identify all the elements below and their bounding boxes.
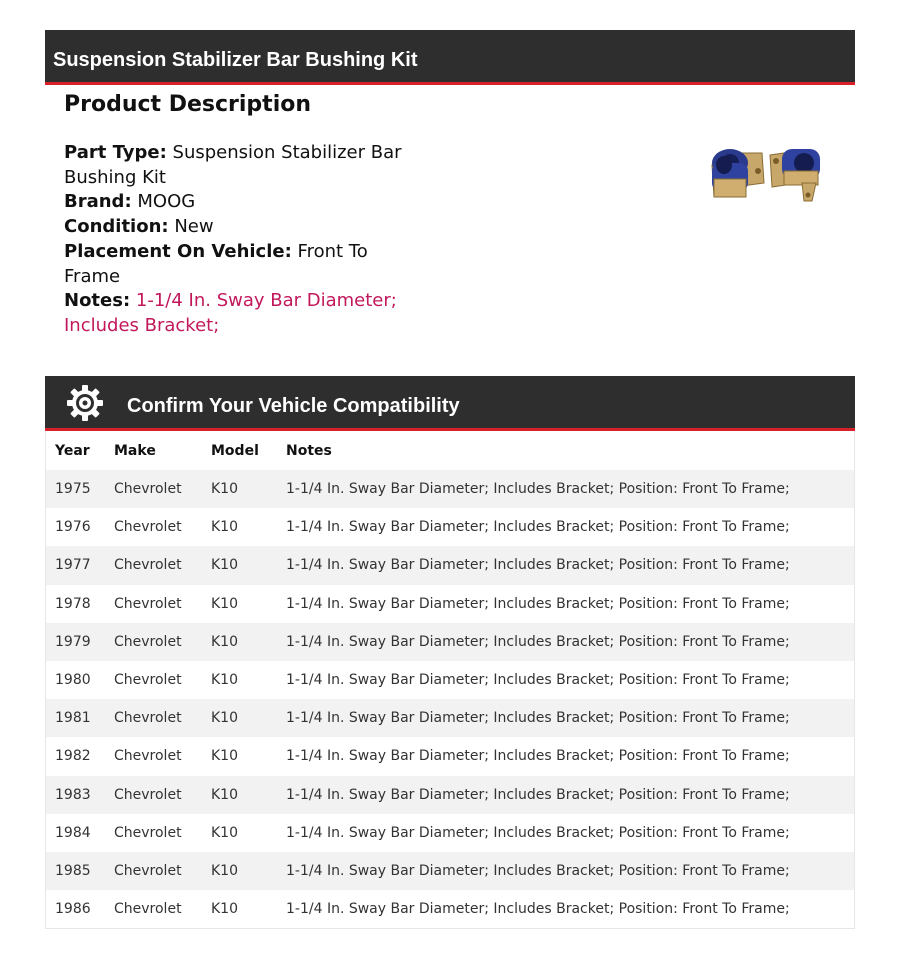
cell-year: 1978 [55,595,91,612]
cell-notes: 1-1/4 In. Sway Bar Diameter; Includes Bracket; Position: Front To Frame; [286,557,790,574]
column-header-model: Model [211,442,259,459]
cell-make: Chevrolet [114,672,182,689]
compatibility-title: Confirm Your Vehicle Compatibility [127,395,460,417]
description-heading: Product Description [64,92,312,117]
cell-year: 1975 [55,481,91,498]
table-row [46,470,854,508]
cell-model: K10 [211,633,238,650]
cell-model: K10 [211,710,238,727]
cell-year: 1986 [55,901,91,918]
cell-model: K10 [211,748,238,765]
cell-notes: 1-1/4 In. Sway Bar Diameter; Includes Bracket; Position: Front To Frame; [286,901,790,918]
table-row [46,890,854,928]
cell-year: 1983 [55,786,91,803]
cell-notes: 1-1/4 In. Sway Bar Diameter; Includes Bracket; Position: Front To Frame; [286,748,790,765]
cell-year: 1982 [55,748,91,765]
table-row [46,661,854,699]
table-row [46,585,854,623]
table-row [46,737,854,775]
cell-notes: 1-1/4 In. Sway Bar Diameter; Includes Bracket; Position: Front To Frame; [286,481,790,498]
cell-model: K10 [211,519,238,536]
cell-year: 1977 [55,557,91,574]
cell-model: K10 [211,862,238,879]
cell-model: K10 [211,824,238,841]
spec-label: Part Type: [64,142,167,163]
cell-make: Chevrolet [114,519,182,536]
cell-make: Chevrolet [114,557,182,574]
cell-model: K10 [211,786,238,803]
cell-make: Chevrolet [114,824,182,841]
table-row [46,623,854,661]
cell-model: K10 [211,557,238,574]
cell-year: 1979 [55,633,91,650]
cell-make: Chevrolet [114,862,182,879]
spec-value: Suspension Stabilizer Bar Bushing Kit [64,142,402,188]
cell-model: K10 [211,595,238,612]
cell-make: Chevrolet [114,786,182,803]
column-header-make: Make [114,442,156,459]
cell-notes: 1-1/4 In. Sway Bar Diameter; Includes Bracket; Position: Front To Frame; [286,672,790,689]
table-row [46,852,854,890]
notes-label: Notes: [64,290,131,312]
table-row [46,699,854,737]
table-row [46,814,854,852]
cell-notes: 1-1/4 In. Sway Bar Diameter; Includes Bracket; Position: Front To Frame; [286,786,790,803]
table-header-row [46,431,854,470]
table-row [46,776,854,814]
column-header-year: Year [55,442,90,459]
cell-make: Chevrolet [114,595,182,612]
cell-year: 1980 [55,672,91,689]
cell-model: K10 [211,481,238,498]
cell-year: 1981 [55,710,91,727]
cell-notes: 1-1/4 In. Sway Bar Diameter; Includes Bracket; Position: Front To Frame; [286,862,790,879]
cell-year: 1976 [55,519,91,536]
cell-notes: 1-1/4 In. Sway Bar Diameter; Includes Bracket; Position: Front To Frame; [286,824,790,841]
product-title-bar [45,30,855,85]
product-specs [64,141,404,339]
spec-condition [64,215,404,240]
spec-value: MOOG [137,191,196,213]
cell-make: Chevrolet [114,710,182,727]
cell-notes: 1-1/4 In. Sway Bar Diameter; Includes Bracket; Position: Front To Frame; [286,633,790,650]
cell-year: 1984 [55,824,91,841]
table-row [46,546,854,584]
spec-placement [64,240,404,289]
spec-part-type [64,141,404,190]
spec-value: New [174,216,214,238]
spec-value: Front To Frame [64,240,368,287]
cell-notes: 1-1/4 In. Sway Bar Diameter; Includes Bracket; Position: Front To Frame; [286,519,790,536]
table-row [46,508,854,546]
spec-brand [64,190,404,215]
cell-notes: 1-1/4 In. Sway Bar Diameter; Includes Bracket; Position: Front To Frame; [286,710,790,727]
product-title: Suspension Stabilizer Bar Bushing Kit [53,49,418,71]
cell-make: Chevrolet [114,481,182,498]
compatibility-bar [45,376,855,431]
cell-notes: 1-1/4 In. Sway Bar Diameter; Includes Bracket; Position: Front To Frame; [286,595,790,612]
cell-make: Chevrolet [114,901,182,918]
bushing-kit-image [700,135,840,215]
spec-notes [64,289,404,338]
gear-icon [65,383,105,423]
cell-model: K10 [211,672,238,689]
notes-value: 1-1/4 In. Sway Bar Diameter; Includes Bracket; [64,290,397,336]
cell-make: Chevrolet [114,633,182,650]
spec-label: Condition: [64,216,169,238]
spec-label: Placement On Vehicle: [64,240,292,262]
cell-make: Chevrolet [114,748,182,765]
column-header-notes: Notes [286,442,332,459]
cell-year: 1985 [55,862,91,879]
spec-label: Brand: [64,191,132,213]
cell-model: K10 [211,901,238,918]
compatibility-table [45,431,855,929]
